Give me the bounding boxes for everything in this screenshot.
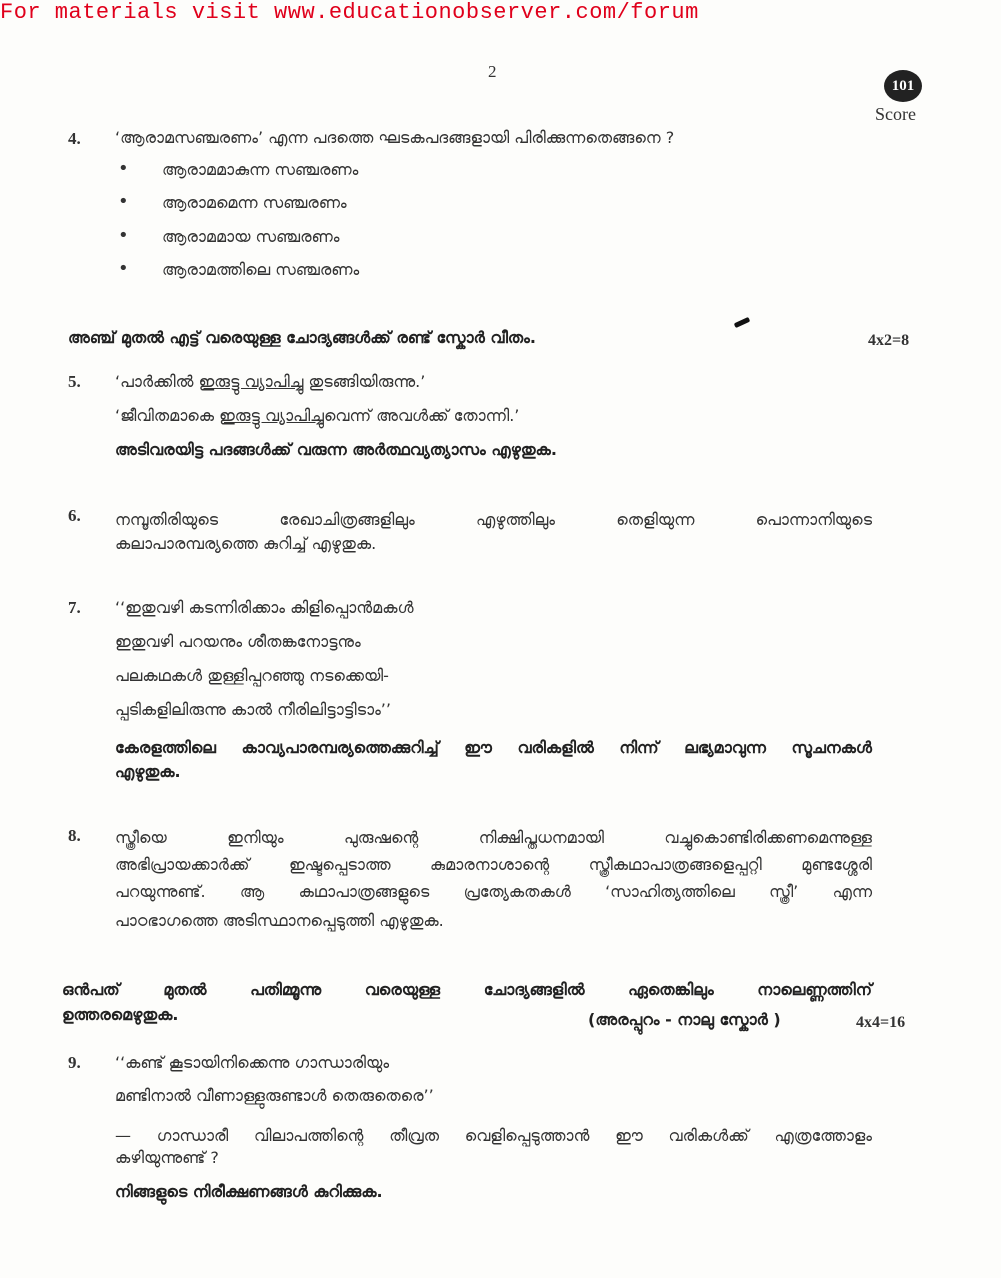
quote-text: വെന്ന് അവൾക്ക് തോന്നി.’	[323, 406, 520, 425]
question-text: നമ്പൂതിരിയുടെ രേഖാചിത്രങ്ങളിലും എഴുത്തിലും തെളിയുന്ന പൊന്നാനിയുടെ	[115, 510, 872, 529]
question-text: — ഗാന്ധാരീ വിലാപത്തിന്റെ തീവ്രത വെളിപ്പെടുത്താൻ ഈ വരികൾക്ക് എത്രത്തോളം	[115, 1126, 872, 1145]
question-text: സ്ത്രീയെ ഇനിയും പുരുഷന്റെ നിക്ഷിപ്തധനമായി വച്ചുകൊണ്ടിരിക്കണമെന്നുള്ള	[115, 828, 872, 847]
quote-text: തുടങ്ങിയിരുന്നു.’	[303, 372, 426, 391]
question-task: അടിവരയിട്ട പദങ്ങൾക്ക് വരുന്ന അർത്ഥവ്യത്യാസം എഴുതുക.	[115, 440, 557, 459]
question-task: എഴുതുക.	[115, 762, 181, 781]
quote-text: ‘ജീവിതമാകെ	[115, 406, 220, 425]
quote-line	[115, 372, 425, 392]
option-item: ആരാമമാകുന്ന സഞ്ചരണം	[162, 160, 359, 179]
question-number: 6.	[68, 506, 81, 525]
underlined-phrase: ഇരുട്ടു വ്യാപിച്ചു	[219, 406, 324, 425]
question-task: നിങ്ങളുടെ നിരീക്ഷണങ്ങൾ കുറിക്കുക.	[115, 1182, 383, 1201]
question-text: ‘ആരാമസഞ്ചരണം’ എന്ന പദത്തെ ഘടകപദങ്ങളായി പിരിക്കുന്നതെങ്ങനെ ?	[115, 128, 675, 147]
option-item: ആരാമത്തിലെ സഞ്ചരണം	[162, 260, 360, 279]
poem-line: പ്പടികളിലിരുന്നു കാൽ നീരിലിട്ടാട്ടിടാം’’	[115, 700, 391, 719]
bullet-icon: •	[118, 225, 129, 246]
underlined-phrase: ഇരുട്ടു വ്യാപിച്ചു	[198, 372, 304, 391]
bullet-icon: •	[118, 191, 129, 212]
option-item: ആരാമമായ സഞ്ചരണം	[162, 227, 340, 246]
page-number: 2	[488, 62, 497, 81]
quote-line	[115, 406, 519, 426]
question-text: പറയുന്നുണ്ട്. ആ കഥാപാത്രങ്ങളുടെ പ്രത്യേകതകൾ ‘സാഹിത്യത്തിലെ സ്ത്രീ’ എന്ന	[115, 882, 872, 901]
quote-text: ‘പാർക്കിൽ	[115, 372, 199, 391]
section-instruction: ഉത്തരമെഴുതുക.	[62, 1005, 179, 1024]
bullet-icon: •	[118, 258, 129, 279]
poem-line: മണ്ടിനാൽ വീണാള്ളുരുണ്ടാൾ തെരുതെരെ’’	[115, 1086, 434, 1105]
question-text: അഭിപ്രായക്കാർക്ക് ഇഷ്ടപ്പെടാത്ത കുമാരനാശാന്റെ സ്ത്രീകഥാപാത്രങ്ങളെപ്പറ്റി മുണ്ടശ്ശേരി	[115, 855, 872, 874]
question-number: 8.	[68, 826, 81, 845]
section-marks: 4x2=8	[868, 332, 910, 349]
question-text: പാഠഭാഗത്തെ അടിസ്ഥാനപ്പെടുത്തി എഴുതുക.	[115, 911, 444, 930]
question-number: 9.	[68, 1053, 81, 1072]
bullet-icon: •	[118, 158, 129, 179]
question-number: 5.	[68, 372, 81, 391]
section-note: (അരപ്പുറം - നാലു സ്കോർ )	[588, 1010, 781, 1029]
option-item: ആരാമമെന്ന സഞ്ചരണം	[162, 193, 347, 212]
section-instruction: അഞ്ച് മുതൽ എട്ട് വരെയുള്ള ചോദ്യങ്ങൾക്ക് രണ്ട് സ്കോർ വീതം.	[68, 328, 536, 347]
score-label: Score	[875, 104, 916, 124]
question-task: കേരളത്തിലെ കാവ്യപാരമ്പര്യത്തെക്കുറിച്ച് ഈ വരികളിൽ നിന്ന് ലഭ്യമാവുന്ന സൂചനകൾ	[115, 738, 872, 757]
question-number: 7.	[68, 598, 81, 617]
poem-line: ‘‘ഇതുവഴി കടന്നിരിക്കാം കിളിപ്പൊൻമകൾ	[115, 598, 414, 617]
ink-mark	[734, 317, 751, 328]
section-marks: 4x4=16	[856, 1014, 906, 1031]
poem-line: പലകഥകൾ തുള്ളിപ്പറഞ്ഞു നടക്കെയി-	[115, 666, 389, 685]
poem-line: ഇതുവഴി പറയനും ശീതങ്കനോട്ടനും	[115, 632, 361, 651]
question-text: കലാപാരമ്പര്യത്തെ കുറിച്ച് എഴുതുക.	[115, 534, 377, 553]
watermark-banner: For materials visit www.educationobserver.com/forum	[0, 0, 699, 25]
question-text: കഴിയുന്നുണ്ട് ?	[115, 1148, 219, 1167]
section-instruction: ഒൻപത് മുതൽ പതിമ്മൂന്നു വരെയുള്ള ചോദ്യങ്ങളിൽ ഏതെങ്കിലും നാലെണ്ണത്തിന്	[62, 980, 872, 999]
score-badge: 101	[884, 70, 922, 102]
question-number: 4.	[68, 129, 81, 148]
poem-line: ‘‘കണ്ട് കൂടായിനിക്കെന്നു ഗാന്ധാരിയും	[115, 1053, 390, 1072]
